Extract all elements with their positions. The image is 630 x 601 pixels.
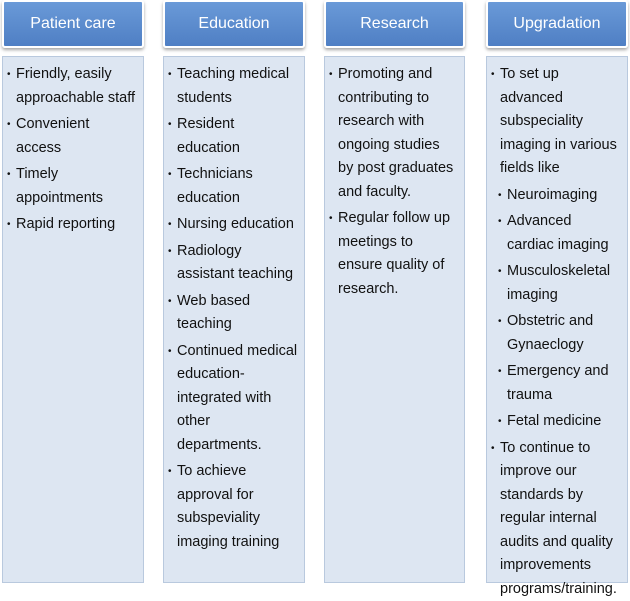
column-body: [324, 56, 465, 583]
item-text: Promoting and contributing to research with ongoing studies by post graduates and faculty.: [338, 66, 453, 200]
bullet-icon: •: [498, 410, 502, 434]
item-text: Emergency and trauma: [507, 363, 609, 403]
bullet-icon: •: [498, 184, 502, 208]
bullet-icon: •: [329, 63, 333, 87]
item-text: Nursing education: [177, 216, 294, 232]
list-item: [7, 63, 137, 110]
item-text: To achieve approval for subspeviality imaging training: [177, 463, 279, 550]
list-item: [7, 163, 137, 210]
sub-list-item: [491, 184, 621, 208]
column-header: Upgradation: [486, 0, 628, 48]
list-item: [168, 63, 298, 110]
list-item: [168, 113, 298, 160]
bullet-icon: •: [498, 260, 502, 284]
item-text: Advanced cardiac imaging: [507, 213, 609, 253]
list-item: [329, 207, 458, 301]
list-item: [491, 437, 621, 601]
sub-list-item: [491, 360, 621, 407]
list-item: [168, 460, 298, 554]
bullet-icon: •: [498, 360, 502, 384]
list-item: [168, 213, 298, 237]
bullet-icon: •: [168, 163, 172, 187]
bullet-icon: •: [491, 63, 495, 87]
column-education: [163, 0, 305, 585]
item-text: Radiology assistant teaching: [177, 243, 293, 283]
bullet-icon: •: [7, 213, 11, 237]
bullet-icon: •: [168, 213, 172, 237]
column-body: [486, 56, 628, 583]
bullet-icon: •: [7, 63, 11, 87]
column-header: Patient care: [2, 0, 144, 48]
bullet-icon: •: [168, 290, 172, 314]
list-item: [329, 63, 458, 204]
column-body: [2, 56, 144, 583]
item-text: Obstetric and Gynaeclogy: [507, 313, 593, 353]
item-list: [491, 63, 621, 601]
column-body: [163, 56, 305, 583]
item-text: To continue to improve our standards by regular internal audits and quality improvements programs/training.: [500, 440, 617, 597]
bullet-icon: •: [168, 240, 172, 264]
item-text: Musculoskeletal imaging: [507, 263, 610, 303]
item-list: [329, 63, 458, 301]
list-item: [7, 213, 137, 237]
bullet-icon: •: [168, 113, 172, 137]
list-item: [168, 240, 298, 287]
item-text: Regular follow up meetings to ensure quality of research.: [338, 210, 450, 297]
list-item: [491, 63, 621, 181]
bullet-icon: •: [498, 210, 502, 234]
sub-list-item: [491, 410, 621, 434]
column-header: Research: [324, 0, 465, 48]
item-text: Continued medical education-integrated with other departments.: [177, 343, 297, 453]
item-text: Neuroimaging: [507, 187, 597, 203]
item-text: Friendly, easily approachable staff: [16, 66, 135, 106]
item-text: Technicians education: [177, 166, 253, 206]
bullet-icon: •: [168, 340, 172, 364]
item-text: Web based teaching: [177, 293, 250, 333]
list-item: [7, 113, 137, 160]
item-list: [7, 63, 137, 237]
column-patient-care: [2, 0, 144, 585]
list-item: [168, 290, 298, 337]
item-text: To set up advanced subspeciality imaging in various fields like: [500, 66, 617, 176]
bullet-icon: •: [168, 460, 172, 484]
item-text: Convenient access: [16, 116, 89, 156]
item-text: Timely appointments: [16, 166, 103, 206]
list-item: [168, 340, 298, 458]
sub-list-item: [491, 260, 621, 307]
item-list: [168, 63, 298, 554]
sub-list-item: [491, 310, 621, 357]
bullet-icon: •: [168, 63, 172, 87]
item-text: Resident education: [177, 116, 240, 156]
item-text: Teaching medical students: [177, 66, 289, 106]
bullet-icon: •: [329, 207, 333, 231]
column-upgradation: [486, 0, 628, 585]
bullet-icon: •: [498, 310, 502, 334]
bullet-icon: •: [7, 113, 11, 137]
column-research: [324, 0, 465, 585]
column-header: Education: [163, 0, 305, 48]
bullet-icon: •: [7, 163, 11, 187]
list-item: [168, 163, 298, 210]
item-text: Rapid reporting: [16, 216, 115, 232]
sub-list-item: [491, 210, 621, 257]
item-text: Fetal medicine: [507, 413, 601, 429]
bullet-icon: •: [491, 437, 495, 461]
